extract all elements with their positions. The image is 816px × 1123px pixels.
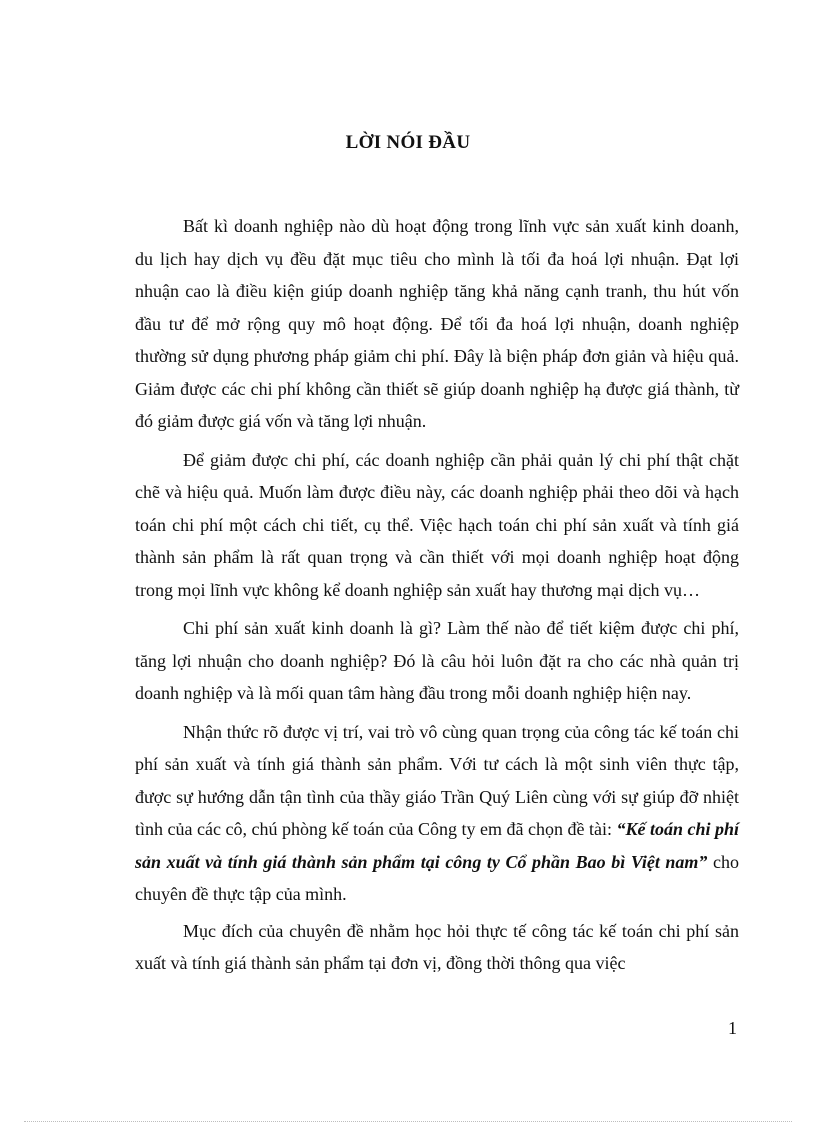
paragraph-4: [135, 716, 739, 911]
thesis-topic-title: “Kế toán chi phí sản xuất và tính giá thành sản phẩm tại công ty Cổ phần Bao bì Việt nam”: [135, 819, 739, 872]
paragraph-5: Mục đích của chuyên đề nhằm học hỏi thực tế công tác kế toán chi phí sản xuất và tính giá thành sản phẩm tại đơn vị, đồng thời thông qua việc: [135, 920, 739, 973]
paragraph-4-lead: Nhận thức rõ được vị trí, vai trò vô cùng quan trọng của công tác kế toán chi phí sản xuất và tính giá thành sản phẩm. Với tư cách là một sinh viên thực tập, được sự hướng dẫn tận tình của thầy giáo Trần Quý Liên cùng với sự giúp đỡ nhiệt tình của các cô, chú phòng kế toán của Công ty em đã chọn đề tài:: [135, 721, 739, 839]
page-title: LỜI NÓI ĐẦU: [345, 132, 471, 153]
paragraph-4-tail: cho chuyên đề thực tập của mình.: [135, 851, 739, 904]
paragraph-1: Bất kì doanh nghiệp nào dù hoạt động trong lĩnh vực sản xuất kinh doanh, du lịch hay dịch vụ đều đặt mục tiêu cho mình là tối đa hoá lợi nhuận. Đạt lợi nhuận cao là điều kiện giúp doanh nghiệp tăng khả năng cạnh tranh, thu hút vốn đầu tư để mở rộng quy mô hoạt động. Để tối đa hoá lợi nhuận, doanh nghiệp thường sử dụng phương pháp giảm chi phí. Đây là biện pháp đơn giản và hiệu quả. Giảm được các chi phí không cần thiết sẽ giúp doanh nghiệp hạ được giá thành, từ đó giảm được giá vốn và tăng lợi nhuận.: [135, 216, 739, 431]
paragraph-2: Để giảm được chi phí, các doanh nghiệp cần phải quản lý chi phí thật chặt chẽ và hiệu quả. Muốn làm được điều này, các doanh nghiệp phải theo dõi và hạch toán chi phí một cách chi tiết, cụ thể. Việc hạch toán chi phí sản xuất và tính giá thành sản phẩm là rất quan trọng và cần thiết với mọi doanh nghiệp hoạt động trong mọi lĩnh vực không kể doanh nghiệp sản xuất hay thương mại dịch vụ…: [135, 449, 739, 600]
page-number: 1: [728, 1018, 737, 1038]
paragraph-3: Chi phí sản xuất kinh doanh là gì? Làm thế nào để tiết kiệm được chi phí, tăng lợi nhuận cho doanh nghiệp? Đó là câu hỏi luôn đặt ra cho các nhà quản trị doanh nghiệp và là mối quan tâm hàng đầu trong mỗi doanh nghiệp hiện nay.: [135, 618, 739, 703]
document-body: [135, 210, 739, 986]
footer-divider: [24, 1121, 792, 1122]
